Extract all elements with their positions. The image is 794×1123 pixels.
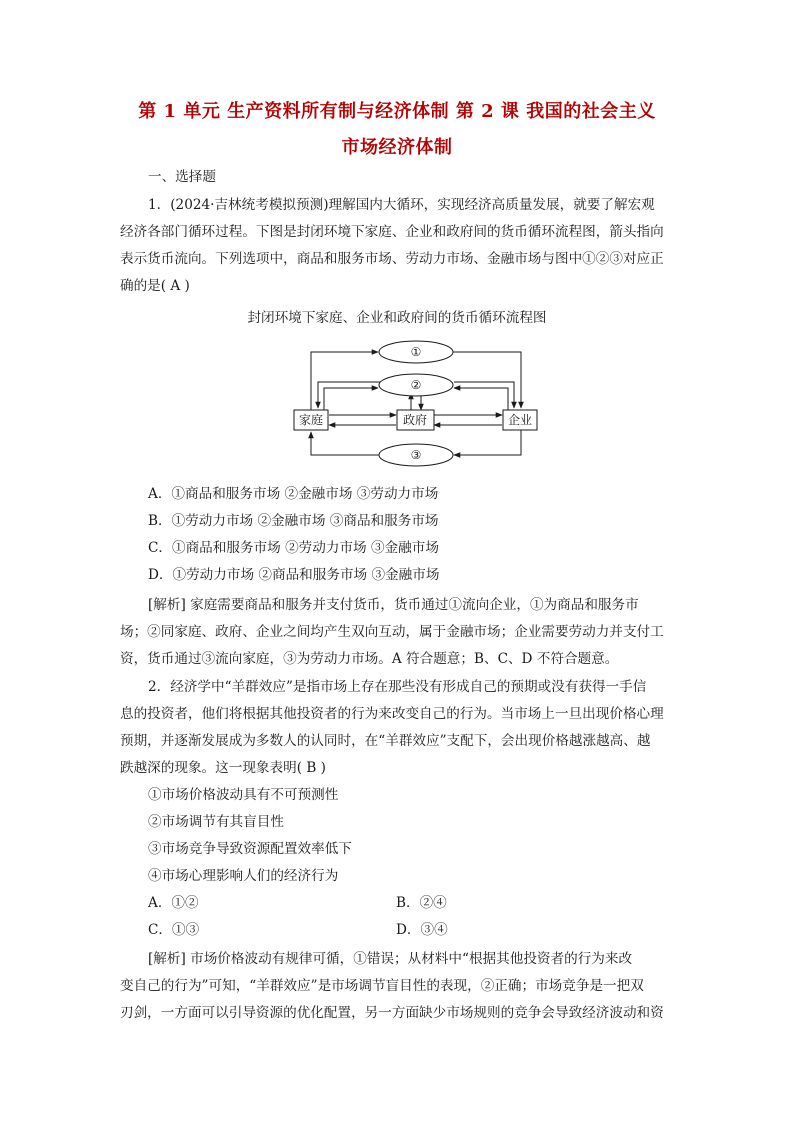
q2-option-d: D．③④ [396, 922, 448, 938]
q1-line-1: 1．(2024·吉林统考模拟预测)理解国内大循环，实现经济高质量发展，就要了解宏观 [148, 197, 655, 213]
q2-analysis-3: 刃剑，一方面可以引导资源的优化配置，另一方面缺少市场规则的竞争会导致经济波动和资 [120, 1005, 664, 1021]
flow-enterprise-to-3 [454, 430, 521, 455]
flow-enterprise-to-2 [454, 388, 508, 410]
ellipse-3-label: ③ [410, 448, 422, 462]
flow-family-to-1 [311, 352, 378, 410]
q1-analysis-1: [解析] 家庭需要商品和服务并支付货币，货币通过①流向企业，①为商品和服务市 [148, 597, 639, 613]
q2-line-3: 预期，并逐渐发展成为多数人的认同时，在“羊群效应”支配下，会出现价格越涨越高、越 [120, 733, 651, 749]
q2-line-4: 跌越深的现象。这一现象表明( B ) [120, 760, 326, 776]
q1-analysis-3: 资，货币通过③流向家庭，③为劳动力市场。A 符合题意；B、C、D 不符合题意。 [120, 651, 619, 667]
q2-statement-4: ④市场心理影响人们的经济行为 [148, 868, 339, 884]
q2-statement-3: ③市场竞争导致资源配置效率低下 [148, 841, 352, 857]
q1-option-d: D．①劳动力市场 ②商品和服务市场 ③金融市场 [148, 567, 440, 583]
section-heading: 一、选择题 [148, 169, 216, 185]
q1-analysis-2: 场；②同家庭、政府、企业之间均产生双向互动，属于金融市场；企业需要劳动力并支付工 [120, 624, 664, 640]
q1-option-a: A．①商品和服务市场 ②金融市场 ③劳动力市场 [148, 486, 439, 502]
q2-option-c: C．①③ [148, 922, 200, 938]
money-flow-diagram [0, 335, 794, 475]
q2-statement-2: ②市场调节有其盲目性 [148, 814, 284, 830]
flow-2-to-family [318, 382, 380, 408]
q2-analysis-1: [解析] 市场价格波动有规律可循，①错误；从材料中“根据其他投资者的行为来改 [148, 951, 633, 967]
flow-family-to-2 [324, 388, 378, 410]
q2-statement-1: ①市场价格波动具有不可预测性 [148, 787, 339, 803]
flow-2-to-enterprise [454, 382, 514, 408]
q2-option-a: A．①② [148, 895, 199, 911]
node-family-label: 家庭 [298, 413, 324, 427]
flow-3-to-family [311, 432, 380, 455]
q1-line-4: 确的是( A ) [120, 278, 190, 294]
q2-line-2: 息的投资者，他们将根据其他投资者的行为来改变自己的行为。当市场上一旦出现价格心理 [120, 706, 664, 722]
q2-analysis-2: 变自己的行为”可知，“羊群效应”是市场调节盲目性的表现，②正确；市场竞争是一把双 [120, 978, 644, 994]
q1-option-b: B．①劳动力市场 ②金融市场 ③商品和服务市场 [148, 513, 439, 529]
q1-line-2: 经济各部门循环过程。下图是封闭环境下家庭、企业和政府间的货币循环流程图，箭头指向 [120, 224, 664, 240]
q1-option-c: C．①商品和服务市场 ②劳动力市场 ③金融市场 [148, 540, 439, 556]
figure-caption: 封闭环境下家庭、企业和政府间的货币循环流程图 [247, 310, 547, 326]
node-government-label: 政府 [402, 413, 428, 427]
q2-option-b: B．②④ [396, 895, 447, 911]
q1-line-3: 表示货币流向。下列选项中，商品和服务市场、劳动力市场、金融市场与图中①②③对应正 [120, 251, 664, 267]
node-enterprise-label: 企业 [507, 413, 533, 427]
flow-1-to-enterprise [452, 352, 521, 408]
ellipse-2-label: ② [410, 378, 422, 392]
q2-line-1: 2．经济学中“羊群效应”是指市场上存在那些没有形成自己的预期或没有获得一手信 [148, 679, 647, 695]
document-title-line2: 市场经济体制 [341, 137, 453, 158]
document-title-line1: 第 1 单元 生产资料所有制与经济体制 第 2 课 我国的社会主义 [138, 101, 656, 122]
ellipse-1-label: ① [410, 345, 422, 359]
